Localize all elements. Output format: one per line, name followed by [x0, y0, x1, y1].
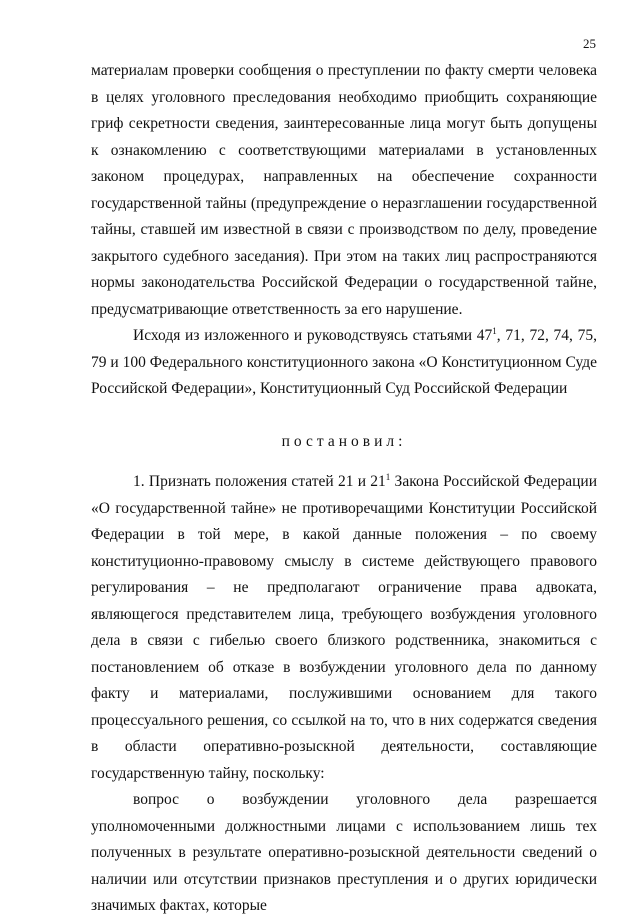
- superscript: 1: [492, 325, 497, 336]
- paragraph-basis-text-start: Исходя из изложенного и руководствуясь статьями 47: [133, 327, 493, 344]
- page-number: 25: [583, 36, 596, 51]
- paragraph-continuation: материалам проверки сообщения о преступлении по факту смерти человека в целях уголовного преследования необходимо приобщить сохраняющие гриф секретности сведения, заинтересованные лица могут быть допущены к ознакомлению с соответствующими материалами в установленных законом процедурах, направленных на обеспечение сохранности государственной тайны (предупреждение о неразглашении государственной тайны, ставшей им известной в связи с производством по делу, проведение закрытого судебного заседания). При этом на таких лиц распространяются нормы законодательства Российской Федерации о государственной тайне, предусматривающие ответственность за его нарушение.: [91, 62, 597, 318]
- paragraph-reasoning: вопрос о возбуждении уголовного дела разрешается уполномоченными должностными лицами с использованием лишь тех полученных в результате оперативно-розыскной деятельности сведений о наличии или отсутствии признаков преступления и о других юридически значимых фактах, которые: [91, 791, 597, 914]
- document-body: [91, 58, 597, 920]
- paragraph-basis: [91, 323, 597, 403]
- paragraph-ruling-1-text-end: Закона Российской Федерации «О государственной тайне» не противоречащими Конституции Российской Федерации в той мере, в какой данные положения – по своему конституционно-правовому смыслу в системе действующего правового регулирования – не предполагают ограничение права адвоката, являющегося представителем лица, требующего возбуждения уголовного дела в связи с гибелью своего близкого родственника, знакомиться с постановлением об отказе в возбуждении уголовного дела по данному факту и материалами, послужившими основанием для такого процессуального решения, со ссылкой на то, что в них содержатся сведения в области оперативно-розыскной деятельности, составляющие государственную тайну, поскольку:: [91, 473, 597, 782]
- paragraph-ruling-1: [91, 469, 597, 787]
- superscript: 1: [385, 471, 391, 482]
- ruling-heading: постановил:: [281, 432, 407, 450]
- paragraph-ruling-1-text-start: 1. Признать положения статей 21 и 21: [133, 473, 386, 490]
- paragraph-basis-text-end: , 71, 72, 74, 75, 79 и 100 Федерального конституционного закона «О Конституционном Суде Российской Федерации», Конституционный Суд Российской Федерации: [91, 327, 598, 397]
